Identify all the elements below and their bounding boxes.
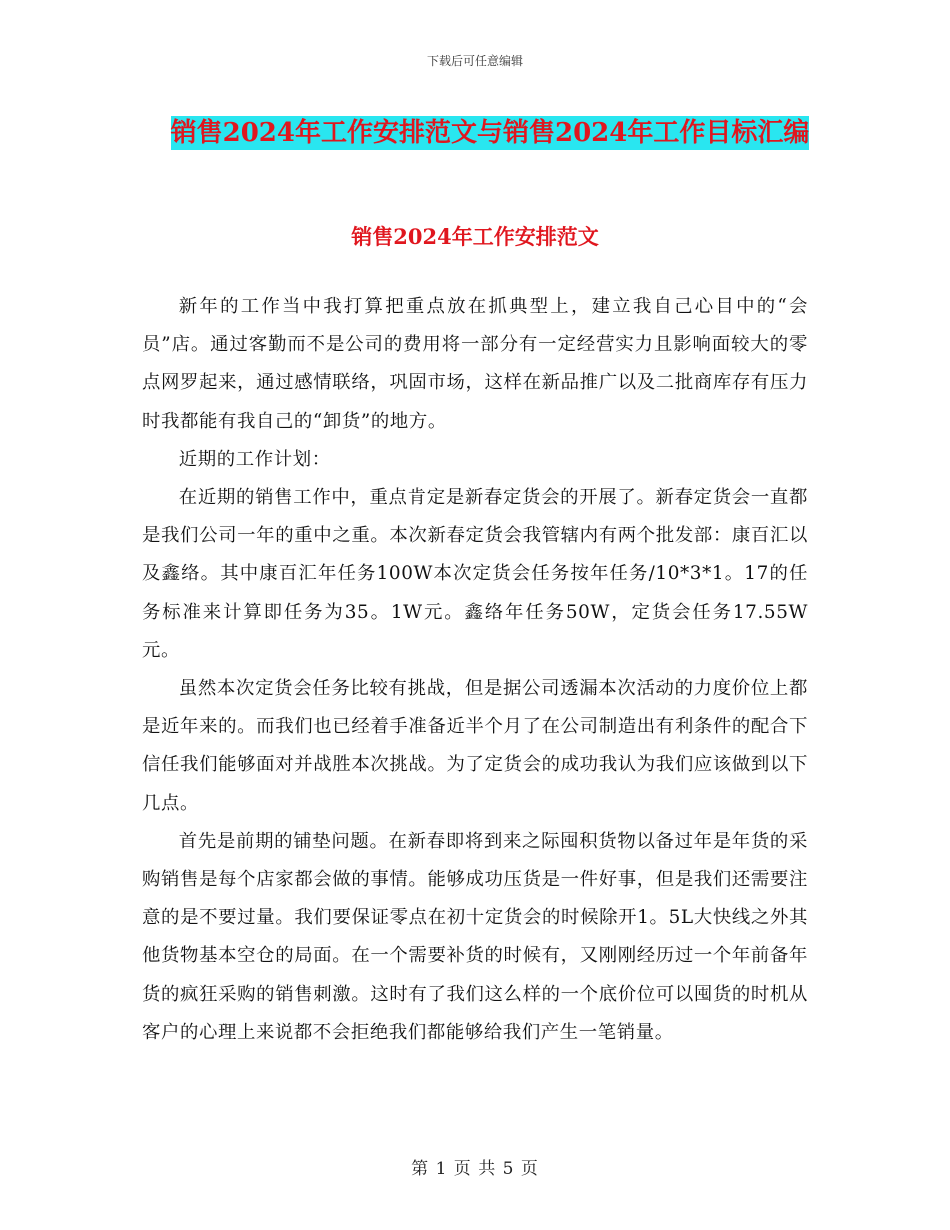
paragraph: 虽然本次定货会任务比较有挑战，但是据公司透漏本次活动的力度价位上都是近年来的。而我们也已经着手准备近半个月了在公司制造出有利条件的配合下信任我们能够面对并战胜本次挑战。为了定货会的成功我认为我们应该做到以下几点。 <box>142 678 808 814</box>
paragraph: 首先是前期的铺垫问题。在新春即将到来之际囤积货物以备过年是年货的采购销售是每个店家都会做的事情。能够成功压货是一件好事，但是我们还需要注意的是不要过量。我们要保证零点在初十定货会的时候除开1。5L大快线之外其他货物基本空仓的局面。在一个需要补货的时候有，又刚刚经历过一个年前备年货的疯狂采购的销售刺激。这时有了我们这么样的一个底价位可以囤货的时机从客户的心理上来说都不会拒绝我们都能够给我们产生一笔销量。 <box>142 830 808 1043</box>
header-note: 下载后可任意编辑 <box>426 54 523 68</box>
paragraph: 近期的工作计划： <box>178 448 331 470</box>
section-title: 销售2024年工作安排范文 <box>351 224 599 249</box>
page-number: 第 1 页 共 5 页 <box>411 1159 539 1179</box>
paragraph: 新年的工作当中我打算把重点放在抓典型上，建立我自己心目中的“会员”店。通过客勤而不是公司的费用将一部分有一定经营实力且影响面较大的零点网罗起来，通过感情联络，巩固市场，这样在新品推广以及二批商库存有压力时我都能有我自己的“卸货”的地方。 <box>142 296 808 432</box>
document-body <box>142 288 808 1052</box>
document-title <box>140 108 840 158</box>
document-title-text: 销售2024年工作安排范文与销售2024年工作目标汇编 <box>170 118 810 148</box>
paragraph: 在近期的销售工作中，重点肯定是新春定货会的开展了。新春定货会一直都是我们公司一年的重中之重。本次新春定货会我管辖内有两个批发部：康百汇以及鑫络。其中康百汇年任务100W本次定货会任务按年任务/10*3*1。17的任务标准来计算即任务为35。1W元。鑫络年任务50W，定货会任务17.55W元。 <box>142 487 808 661</box>
